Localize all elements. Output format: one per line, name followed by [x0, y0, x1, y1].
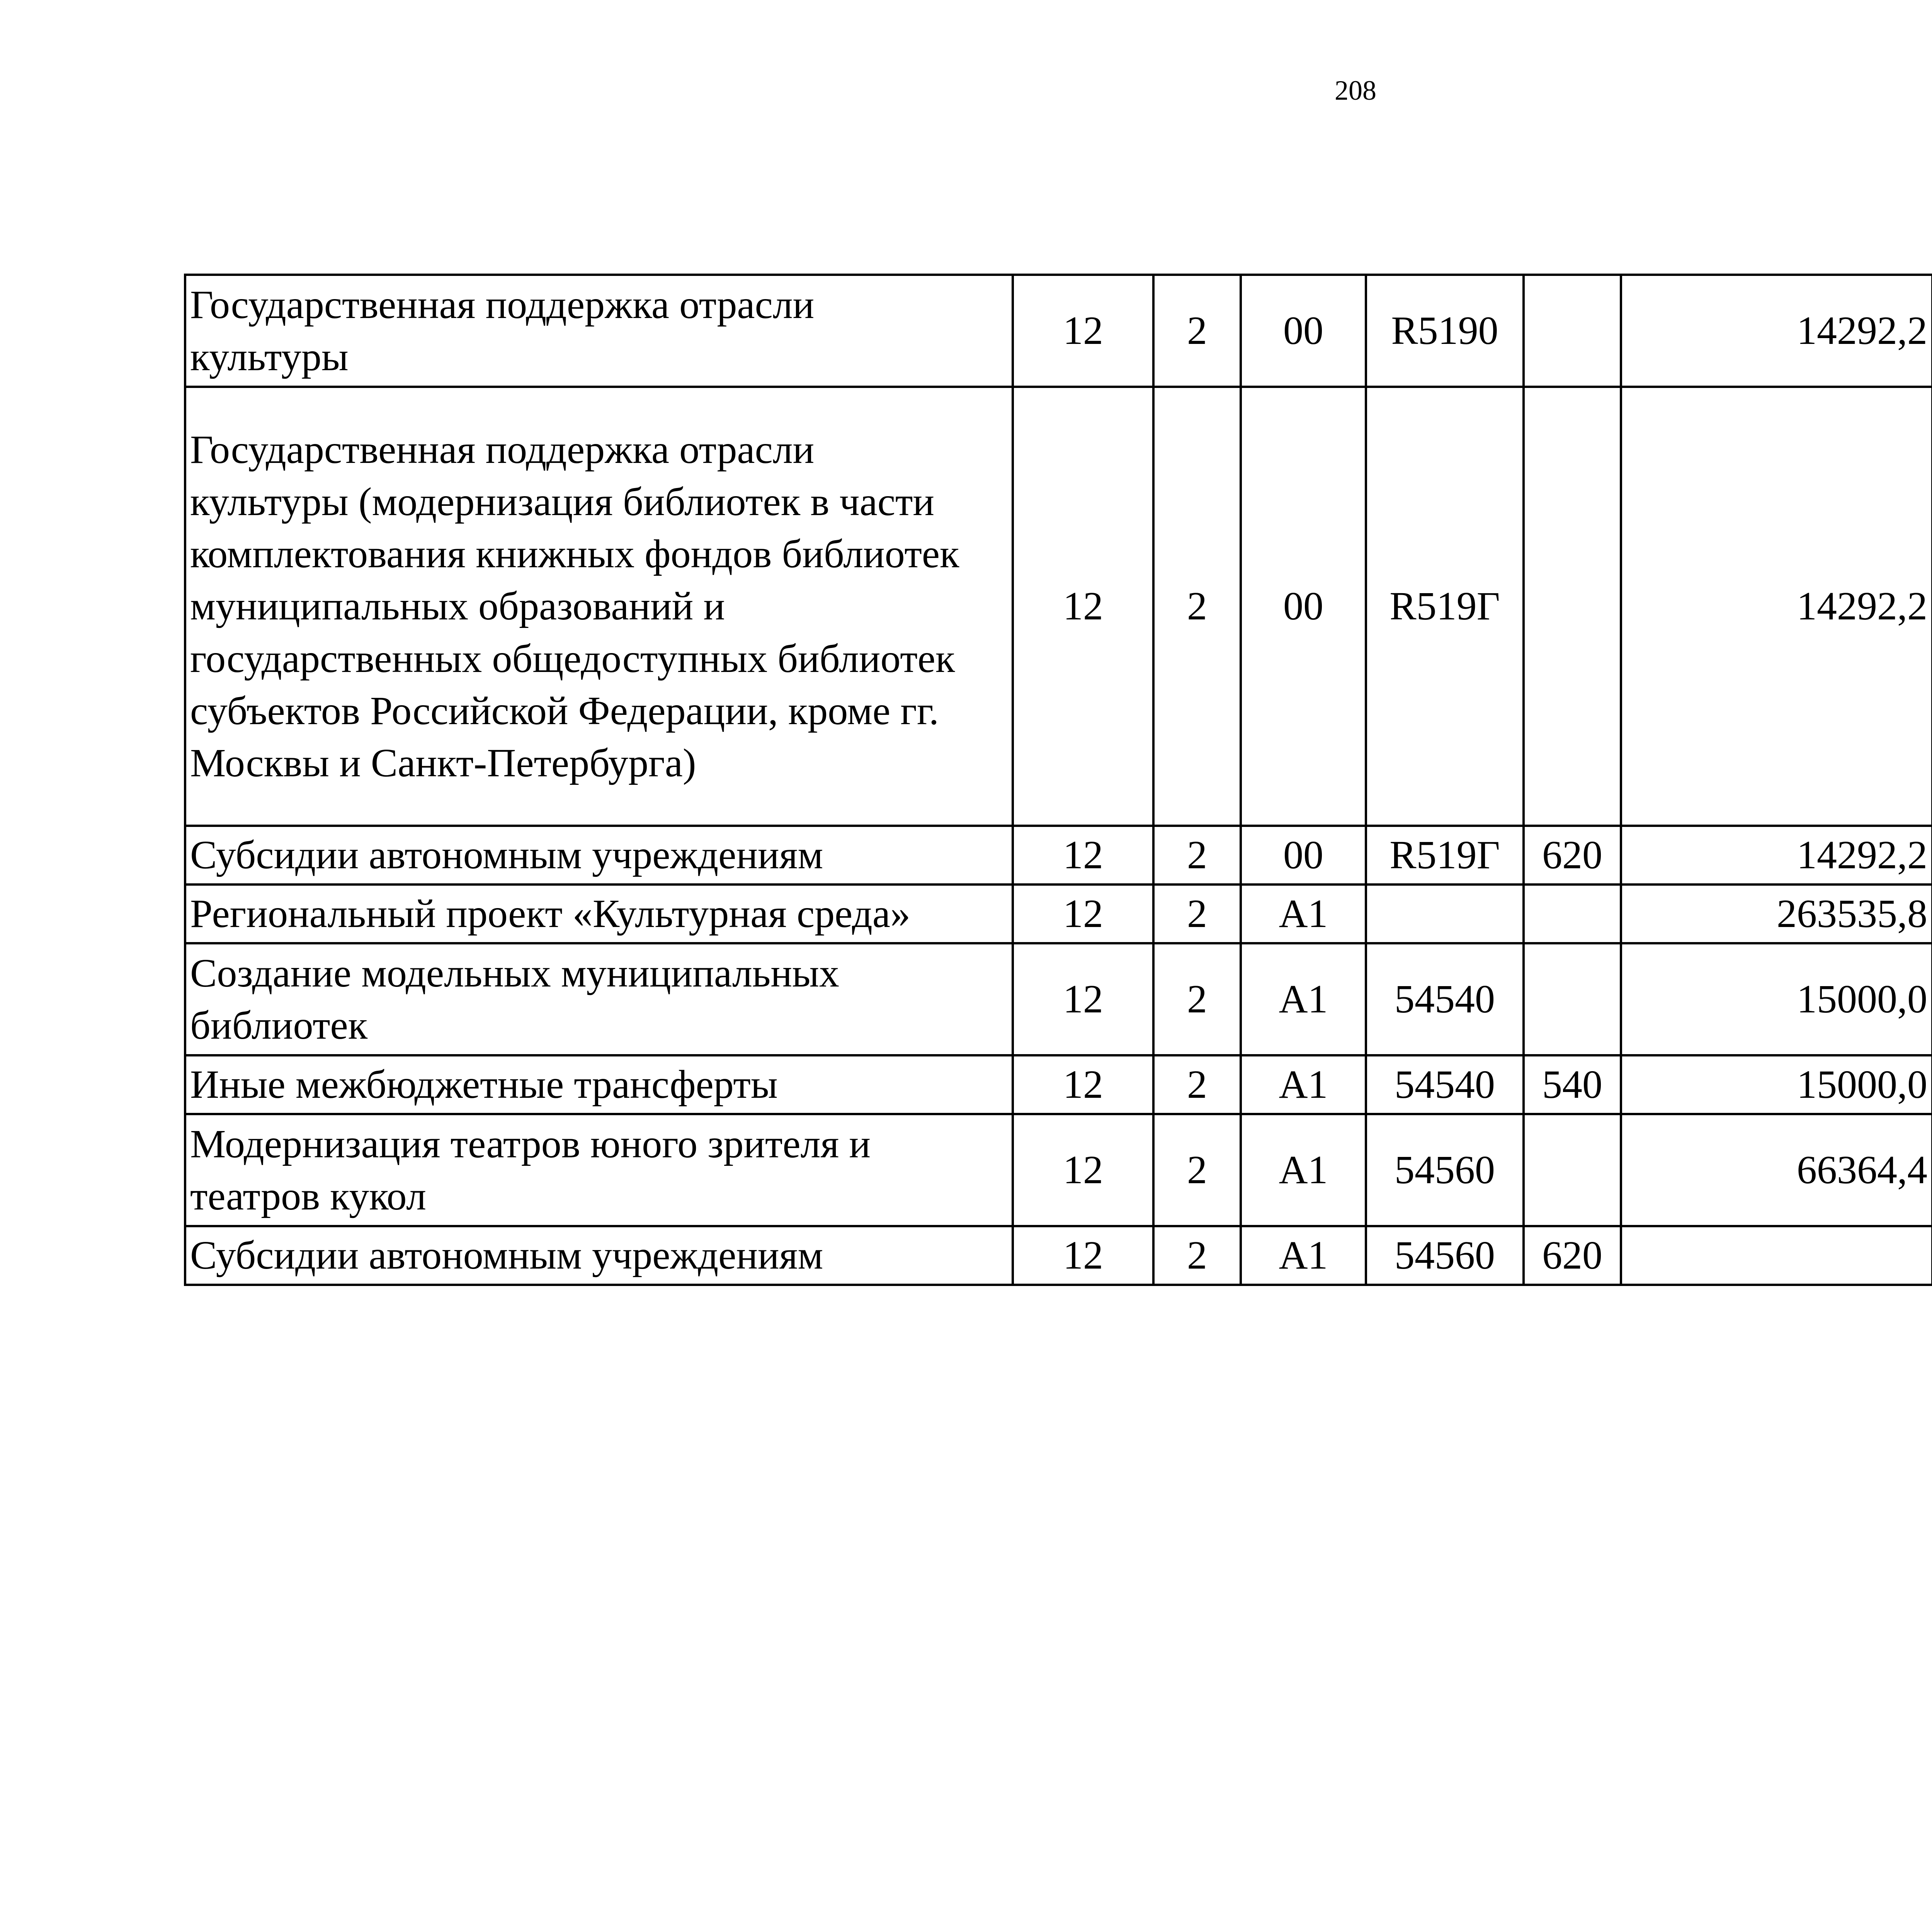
section-cell: 12 — [1013, 1055, 1153, 1114]
section-cell: 12 — [1013, 943, 1153, 1055]
section-cell: 12 — [1013, 885, 1153, 943]
amount-year1-cell — [1621, 1226, 1932, 1285]
expense-type-cell: 620 — [1524, 1226, 1621, 1285]
table-row — [185, 1114, 1932, 1226]
amount-year1-cell: 66364,4 — [1621, 1114, 1932, 1226]
table-row — [185, 387, 1932, 826]
target-code-cell: R5190 — [1366, 275, 1524, 387]
item-name-cell — [185, 826, 1013, 885]
section-cell: 12 — [1013, 1114, 1153, 1226]
item-name-line: Создание модельных муниципальных — [190, 951, 839, 995]
item-name-line: театров кукол — [190, 1174, 426, 1218]
item-name-line: Москвы и Санкт-Петербурга) — [190, 740, 696, 785]
item-name-line: Иные межбюджетные трансферты — [190, 1062, 778, 1107]
program-group-cell: А1 — [1241, 1226, 1366, 1285]
program-group-cell: А1 — [1241, 1055, 1366, 1114]
program-group-cell: А1 — [1241, 943, 1366, 1055]
subsection-cell: 2 — [1153, 387, 1241, 826]
target-code-cell: 54560 — [1366, 1114, 1524, 1226]
target-code-cell — [1366, 885, 1524, 943]
program-group-cell: 00 — [1241, 826, 1366, 885]
table-row — [185, 275, 1932, 387]
program-group-cell: А1 — [1241, 1114, 1366, 1226]
table-row — [185, 943, 1932, 1055]
item-name-line: муниципальных образований и — [190, 584, 725, 629]
target-code-cell: 54560 — [1366, 1226, 1524, 1285]
budget-table — [184, 274, 1932, 1286]
section-cell: 12 — [1013, 1226, 1153, 1285]
subsection-cell: 2 — [1153, 943, 1241, 1055]
amount-year1-cell: 263535,8 — [1621, 885, 1932, 943]
section-cell: 12 — [1013, 275, 1153, 387]
subsection-cell: 2 — [1153, 826, 1241, 885]
target-code-cell: 54540 — [1366, 1055, 1524, 1114]
item-name-line: субъектов Российской Федерации, кроме гг. — [190, 688, 939, 733]
item-name-line: культуры (модернизация библиотек в части — [190, 480, 935, 524]
item-name-cell — [185, 943, 1013, 1055]
expense-type-cell — [1524, 275, 1621, 387]
item-name-cell — [185, 387, 1013, 826]
amount-year1-cell: 14292,2 — [1621, 826, 1932, 885]
table-row — [185, 885, 1932, 943]
subsection-cell: 2 — [1153, 275, 1241, 387]
subsection-cell: 2 — [1153, 1114, 1241, 1226]
section-cell: 12 — [1013, 826, 1153, 885]
item-name-cell — [185, 1055, 1013, 1114]
amount-year1-cell: 14292,2 — [1621, 275, 1932, 387]
amount-year1-cell: 14292,2 — [1621, 387, 1932, 826]
item-name-line: Государственная поддержка отрасли — [190, 427, 815, 472]
item-name-line: Субсидии автономным учреждениям — [190, 833, 823, 878]
item-name-cell — [185, 275, 1013, 387]
expense-type-cell — [1524, 885, 1621, 943]
amount-year1-cell: 15000,0 — [1621, 1055, 1932, 1114]
program-group-cell: 00 — [1241, 387, 1366, 826]
table-row — [185, 826, 1932, 885]
expense-type-cell: 540 — [1524, 1055, 1621, 1114]
expense-type-cell — [1524, 387, 1621, 826]
subsection-cell: 2 — [1153, 885, 1241, 943]
target-code-cell: R519Г — [1366, 387, 1524, 826]
item-name-line: государственных общедоступных библиотек — [190, 636, 955, 681]
table-row — [185, 1055, 1932, 1114]
item-name-line: Модернизация театров юного зрителя и — [190, 1121, 871, 1166]
expense-type-cell: 620 — [1524, 826, 1621, 885]
subsection-cell: 2 — [1153, 1226, 1241, 1285]
item-name-line: Региональный проект «Культурная среда» — [190, 891, 910, 936]
page-number: 208 — [1335, 75, 1376, 106]
item-name-line: Государственная поддержка отрасли — [190, 282, 815, 327]
item-name-cell — [185, 1114, 1013, 1226]
target-code-cell: 54540 — [1366, 943, 1524, 1055]
item-name-line: библиотек — [190, 1003, 368, 1048]
expense-type-cell — [1524, 943, 1621, 1055]
target-code-cell: R519Г — [1366, 826, 1524, 885]
table-row — [185, 1226, 1932, 1285]
amount-year1-cell: 15000,0 — [1621, 943, 1932, 1055]
section-cell: 12 — [1013, 387, 1153, 826]
expense-type-cell — [1524, 1114, 1621, 1226]
item-name-cell — [185, 1226, 1013, 1285]
item-name-line: культуры — [190, 335, 349, 379]
subsection-cell: 2 — [1153, 1055, 1241, 1114]
program-group-cell: 00 — [1241, 275, 1366, 387]
item-name-cell — [185, 885, 1013, 943]
item-name-line: комплектования книжных фондов библиотек — [190, 532, 959, 577]
budget-table-body — [185, 275, 1932, 1285]
program-group-cell: А1 — [1241, 885, 1366, 943]
item-name-line: Субсидии автономным учреждениям — [190, 1233, 823, 1278]
